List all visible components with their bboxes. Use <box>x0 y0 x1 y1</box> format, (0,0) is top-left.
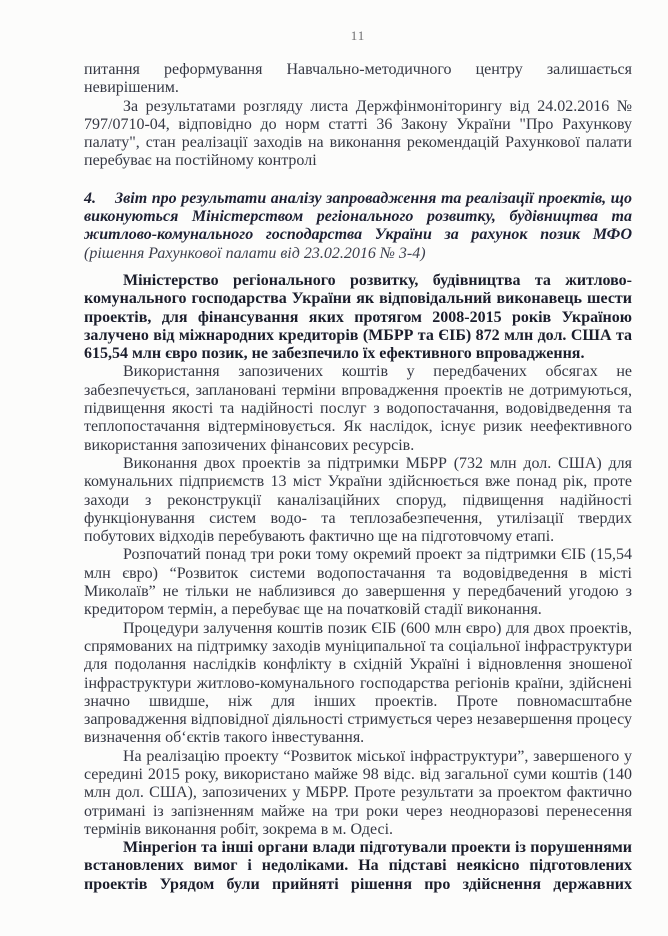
section-number: 4. <box>84 189 96 207</box>
paragraph-urban-infrastructure: На реалізацію проекту “Розвиток міської інфраструктури”, завершеного у середині 2015 року, використано майже 98 відс. від загальної суми коштів (140 млн дол. США), запозичених у МБРР. Проте результати за проектом фактично отримані із запізненням майже на три роки через неодноразові перенесення термінів виконання робіт, зокрема в м. Одесі. <box>84 747 632 838</box>
section-decision-reference: (рішення Рахункової палати від 23.02.2016 № 3-4) <box>84 244 426 262</box>
paragraph-eib-600: Процедури залучення коштів позик ЄІБ (600 млн євро) для двох проектів, спрямованих на підтримку заходів муніципальної та соціальної інфраструктури для подолання наслідків конфлікту в східній Україні і відновлення зношеної інфраструктури житлово-комунального господарства регіонів країни, здійснені значно швидше, ніж для інших проектів. Проте повномасштабне запровадження відповідної діяльності стримується через незавершення процесу визначення об‘єктів такого інвестування. <box>84 619 632 747</box>
paragraph-minregion-bold: Мінрегіон та інші органи влади підготували проекти із порушеннями встановлених вимог і недоліками. На підставі неякісно підготовлених проектів Урядом були прийняті рішення про здійснення державних <box>84 839 632 893</box>
paragraph-letter-review: За результатами розгляду листа Держфінмоніторингу від 24.02.2016 № 797/0710-04, відповідно до норм статті 36 Закону України "Про Рахункову палату", стан реалізації заходів на виконання рекомендацій Рахункової палати перебуває на постійному контролі <box>84 97 632 170</box>
page-number: 11 <box>350 28 366 43</box>
paragraph-two-projects-ibrd: Виконання двох проектів за підтримки МБРР (732 млн дол. США) для комунальних підприємств 13 міст України здійснюється вже понад рік, проте заходи з реконструкції каналізаційних споруд, підвищення надійності функціонування систем водо- та теплозабезпечення, утилізації твердих побутових відходів перебувають фактично ще на підготовчому етапі. <box>84 454 632 546</box>
paragraph-funds-usage: Використання запозичених коштів у передбачених обсягах не забезпечується, заплановані терміни впровадження проектів не дотримуються, підвищення якості та надійності послуг з водопостачання, водовідведення та теплопостачання відтерміновується. Як наслідок, існує ризик неефективного використання запозичених фінансових ресурсів. <box>84 363 632 454</box>
paragraph-continuation: питання реформування Навчально-методичного центру залишається невирішеним. <box>84 61 632 97</box>
paragraph-summary-bold: Міністерство регіонального розвитку, будівництва та житлово-комунального господарства України як відповідальний виконавець шести проектів, для фінансування яких протягом 2008-2015 років Україною залучено від міжнародних кредиторів (МБРР та ЄІБ) 872 млн дол. США та 615,54 млн євро позик, не забезпечило їх ефективного впровадження. <box>84 271 632 363</box>
section-title: Звіт про результати аналізу запровадження та реалізації проектів, що виконуються Міністерством регіонального розвитку, будівництва та житлово-комунального господарства України за рахунок позик МФО <box>84 189 632 244</box>
section-heading <box>84 190 632 245</box>
paragraph-mykolaiv-project: Розпочатий понад три роки тому окремий проект за підтримки ЄІБ (15,54 млн євро) “Розвиток системи водопостачання та водовідведення в місті Миколаїв” не тільки не наблизився до завершення у передбачений угодою з кредитором термін, а перебуває ще на початковій стадії виконання. <box>84 546 632 619</box>
